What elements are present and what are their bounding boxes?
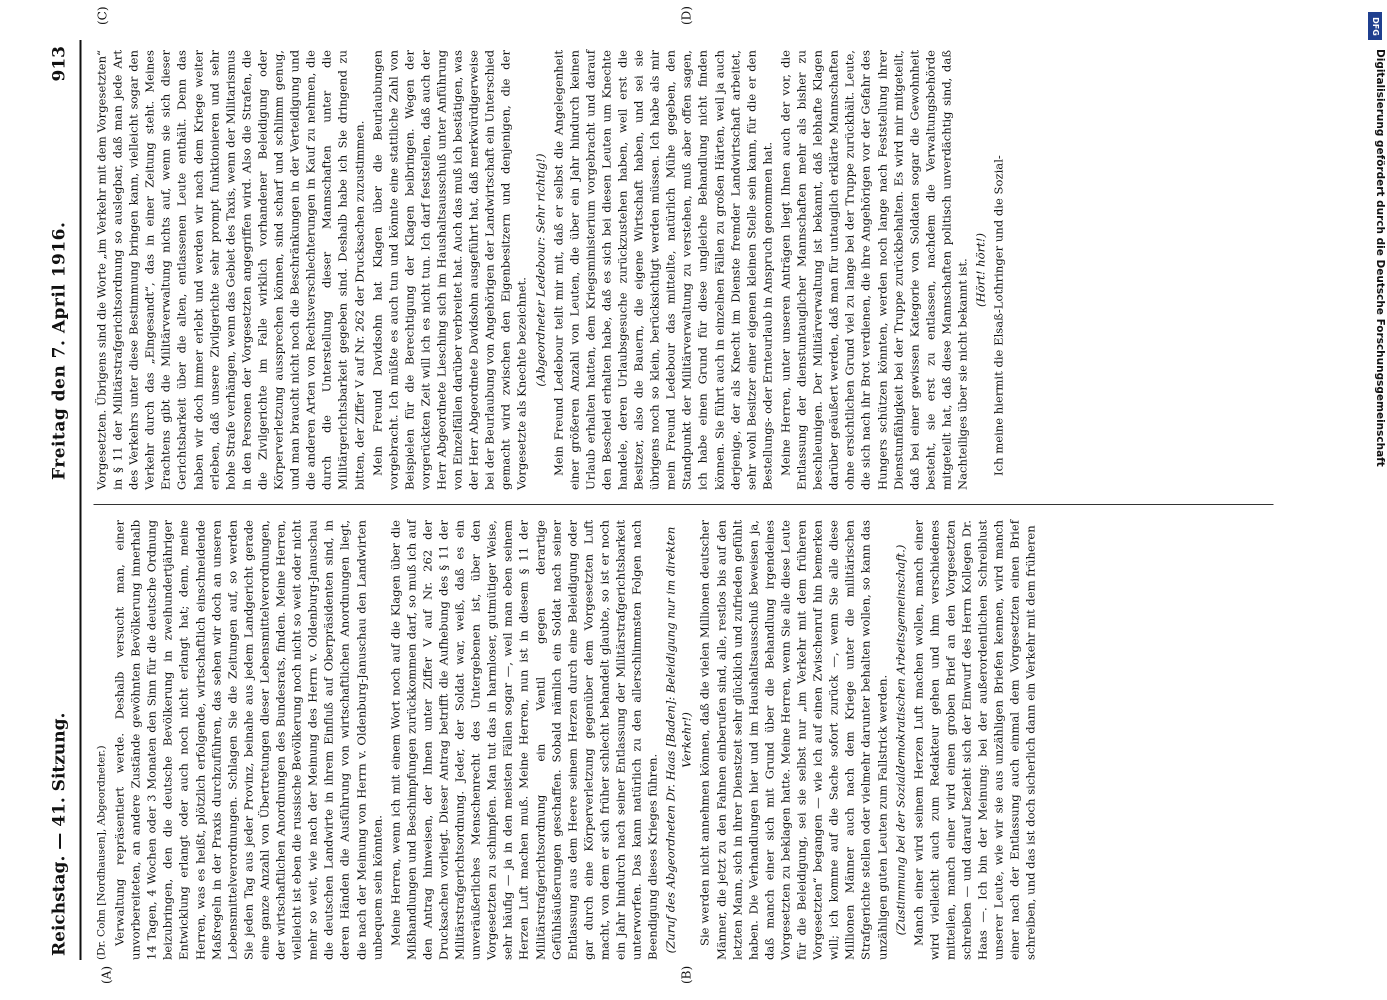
paragraph: Meine Herren, unter unseren Anträgen liegt Ihnen auch der vor, die Entlassung der dienstuntauglicher Mannschaften mehr als bisher zu beschleunigen. Der Militärverwaltung ist bekannt, daß lebhafte Klagen darüber geäußert werden, daß man für untauglich erklärte Mannschaften ohne ersichtlichen Grund viel zu lange bei der Truppe zurückhält. Leute, die sich nach ihr Brot verdienen, die ihre Angehörigen vor der Gefahr des Hungers schützen könnten, werden noch lange nach Feststellung ihrer Dienstunfähigkeit bei der Truppe zurückbehalten. Es wird mir mitgeteilt, daß bei einer gewissen Kategorie von Soldaten sogar die Gewohnheit besteht, sie erst zu entlassen, nachdem die Verwaltungsbehörde mitgeteilt hat, daß diese Mannschaften politisch unverdächtig sind, daß Nachteiliges über sie nicht bekannt ist. (778, 50, 970, 490)
dfg-logo (1368, 12, 1382, 40)
date-title: Freitag den 7. April 1916. (49, 221, 70, 480)
session-title: Reichstag. — 41. Sitzung. (49, 712, 70, 956)
funding-note-text: Digitalisierung gefördert durch die Deutsche Forschungsgemeinschaft (1374, 49, 1386, 467)
speaker-line: (Dr. Cohn [Nordhausen], Abgeordneter.) (95, 745, 108, 960)
margin-letter-c: (C) (95, 6, 110, 25)
interjection: (Zustimmung bei der Sozialdemokratischen Arbeitsgemeinschaft.) (893, 544, 908, 936)
margin-letter-a: (A) (99, 965, 114, 984)
margin-letter-b: (B) (679, 965, 694, 984)
interjection: (Zuruf des Abgeordneten Dr. Haas [Baden]: Beleidigung nur im direkten Verkehr!) (663, 526, 694, 954)
interjection: (Hört! hört!) (973, 233, 988, 307)
interjection: (Abgeordneter Ledebour: Sehr richtig!) (533, 153, 548, 387)
header-rule (80, 40, 82, 960)
paragraph: Vorgesetzten. Übrigens sind die Worte „im Verkehr mit dem Vorgesetzten“ in § 11 der Militärstrafgerichtsordnung so auslegbar, daß man jede Art des Verkehrs unter diese Bestimmung bringen kann, vielleicht sogar den Verkehr durch das „Eingesandt“, das in einer Zeitung steht. Meines Erachtens gibt die Militärverwaltung nichts auf, wenn sie sich dieser Gerichtsbarkeit über die alten, entlassenen Leute enthält. Denn das haben wir doch immer erlebt und werden wir nach dem Kriege weiter erleben, daß unsere Zivilgerichte sehr prompt funktionieren und sehr hohe Strafe verhängen, wenn das Gebiet des Taxis, wenn der Militarismus in den Personen der Vorgesetzten angegriffen wird. Also die Strafen, die die Zivilgerichte im Falle wirklich vorhandener Beleidigung oder Körperverletzung aussprechen können, sind scharf und schlimm genug, und man braucht nicht noch die Beschränkungen in der Verteidigung und die anderen Arten von Rechtsverschlechterungen in Kauf zu nehmen, die durch die Unterstellung dieser Mannschaften unter die Militärgerichtsbarkeit gegeben sind. Deshalb habe ich Sie dringend zu bitten, der Ziffer V auf Nr. 262 der Drucksachen zuzustimmen. (94, 50, 366, 490)
dfg-logo-text: DFG (1370, 16, 1380, 36)
funding-note (1375, 40, 1387, 960)
page-number: 913 (49, 46, 70, 82)
page-header (40, 40, 80, 960)
left-column (94, 520, 1274, 960)
right-column (94, 50, 1274, 490)
paragraph: Verwaltung repräsentiert werde. Deshalb versucht man, einer unvorbereiteten, an andere Zustände gewöhnten Bevölkerung innerhalb 14 Tagen, 4 Wochen oder 3 Monaten den Sinn für die deutsche Ordnung beizubringen, den die deutsche Bevölkerung in zweihundertjähriger Entwicklung erlangt oder auch noch nicht erlangt hat; denn, meine Herren, was es heißt, plötzlich erfolgende, wirtschaftlich einschneidende Maßregeln in der Praxis durchzuführen, das sehen wir doch an unseren Lebensmittelverordnungen. Schlagen Sie die Zeitungen auf, so werden Sie jeden Tag aus jeder Provinz, beinahe aus jedem Landgericht gerade eine ganze Anzahl von Übertretungen dieser Lebensmittelverordnungen, der wirtschaftlichen Anordnungen des Bundesrats, finden. Meine Herren, vielleicht ist eben die russische Bevölkerung noch nicht so weit oder nicht mehr so weit, wie nach der Meinung des Herrn v. Oldenburg-Januschau die deutschen Landwirte in ihrem Einfluß auf Oberpräsidenten sind, in deren Händen die Ausführung von wirtschaftlichen Anordnungen liegt, die nach der Meinung von Herrn v. Oldenburg-Januschau den Landwirten unbequem sein könnten. (112, 520, 385, 960)
margin-letter-d: (D) (679, 6, 694, 25)
paragraph: Manch einer wird seinem Herzen Luft machen wollen, manch einer wird vielleicht auch zum Redakteur gehen und ihm verschiedenes mitteilen, manch einer wird einen groben Brief an den Vorgesetzten schreiben — und darauf bezieht sich der Einwurf des Herrn Kollegen Dr. Haas —. Ich bin der Meinung: bei der außerordentlichen Schreiblust unserer Leute, wie wir sie aus unzähligen Briefen kennen, wird manch einer nach der Entlassung auch einmal dem Vorgesetzten einen Brief schreiben, und das ist doch sicherlich dann ein Verkehr mit dem früheren (911, 520, 1038, 960)
column-divider (94, 504, 1274, 505)
paragraph: Sie werden nicht annehmen können, daß die vielen Millionen deutscher Männer, die jetzt zu den Fahnen einberufen sind, alle, restlos bis auf den letzten Mann, sich in ihrer Dienstzeit sehr glücklich und zufrieden gefühlt haben. Die Verhandlungen hier und im Haushaltsausschuß beweisen ja, daß manch einer sich mit Grund über die Behandlung irgendeines Vorgesetzten zu beklagen hatte. Meine Herren, wenn Sie alle diese Leute für die Beleidigung, sei sie selbst nur „im Verkehr mit dem früheren Vorgesetzten“ begangen — wie ich auf einen Zwischenruf hin bemerken will; ich komme auf die Sache sofort zurück —, wenn Sie alle diese Millionen Männer auch nach dem Kriege unter die militärischen Strafgerichte stellen oder vielmehr darunter behalten wollen, so kann das unzähligen guten Leuten zum Fallstrick werden. (697, 520, 889, 960)
paragraph: Meine Herren, wenn ich mit einem Wort noch auf die Klagen über die Mißhandlungen und Beschimpfungen zurückkommen darf, so muß ich auf den Antrag hinweisen, der Ihnen unter Ziffer V auf Nr. 262 der Drucksachen vorliegt. Dieser Antrag betrifft die Aufhebung des § 11 der Militärstrafgerichtsordnung. Jeder, der Soldat war, weiß, daß es ein unveräußerliches Menschenrecht des Untergebenen ist, über den Vorgesetzten zu schimpfen. Man tut das in harmloser, gutmütiger Weise, sehr häufig — ja in den meisten Fällen sogar —, weil man eben seinem Herzen Luft machen muß. Meine Herren, nun ist in diesem § 11 der Militärstrafgerichtsordnung ein Ventil gegen derartige Gefühlsäußerungen geschaffen. Sobald nämlich ein Soldat nach seiner Entlassung aus dem Heere seinem Herzen durch eine Beleidigung oder gar durch eine Körperverletzung gegenüber dem Vorgesetzten Luft macht, von dem er sich früher schlecht behandelt glaubte, so ist er noch ein Jahr hindurch nach seiner Entlassung der Militärstrafgerichtsbarkeit unterworfen. Das kann natürlich zu den allerschlimmsten Folgen nach Beendigung dieses Krieges führen. (388, 520, 660, 960)
paragraph: Mein Freund Davidsohn hat Klagen über die Beurlaubungen vorgebracht. Ich müßte es auch tun und könnte eine stattliche Zahl von Beispielen für die Berechtigung der Klagen beibringen. Wegen der vorgerückten Zeit will ich es nicht tun. Ich darf feststellen, daß auch der Herr Abgeordnete Liesching sich im Haushaltsausschuß unter Anführung von Einzelfällen darüber verbreitet hat. Auch das muß ich bestätigen, was der Herr Abgeordnete Davidsohn ausgeführt hat, daß merkwürdigerweise bei der Beurlaubung von Angehörigen der Landwirtschaft ein Unterschied gemacht wird zwischen den Eigenbesitzern und denjenigen, die der Vorgesetzte als Knechte bezeichnet. (370, 50, 529, 490)
newspaper-page (40, 6, 1340, 984)
paragraph: Mein Freund Ledebour teilt mir mit, daß er selbst die Angelegenheit einer größeren Anzahl von Leuten, die über ein Jahr hindurch keinen Urlaub erhalten hatten, dem Kriegsministerium vorgebracht und darauf den Bescheid erhalten habe, daß es sich bei diesen Leuten um Knechte handele, deren Urlaubsgesuche zurückzustehen haben, weil erst die Besitzer, also die Bauern, die eigene Wirtschaft haben, und sei sie übrigens noch so klein, berücksichtigt werden müssen. Ich habe als mir mein Freund Ledebour das mitteilte, natürlich Mühe gegeben, den Standpunkt der Militärverwaltung zu verstehen, muß aber offen sagen, ich habe einen Grund für diese ungleiche Behandlung nicht finden können. Sie führt auch in einzelnen Fällen zu großen Härten, weil ja auch derjenige, der als Knecht im Dienste fremder Landwirtschaft arbeitet, sehr wohl Besitzer einer eigenen kleinen Stelle sein kann, für die er den Bestellungs- oder Ernteurlaub in Anspruch genommen hat. (551, 50, 775, 490)
paragraph: Ich meine hiermit die Elsaß-Lothringer und die Sozial- (991, 155, 1006, 476)
